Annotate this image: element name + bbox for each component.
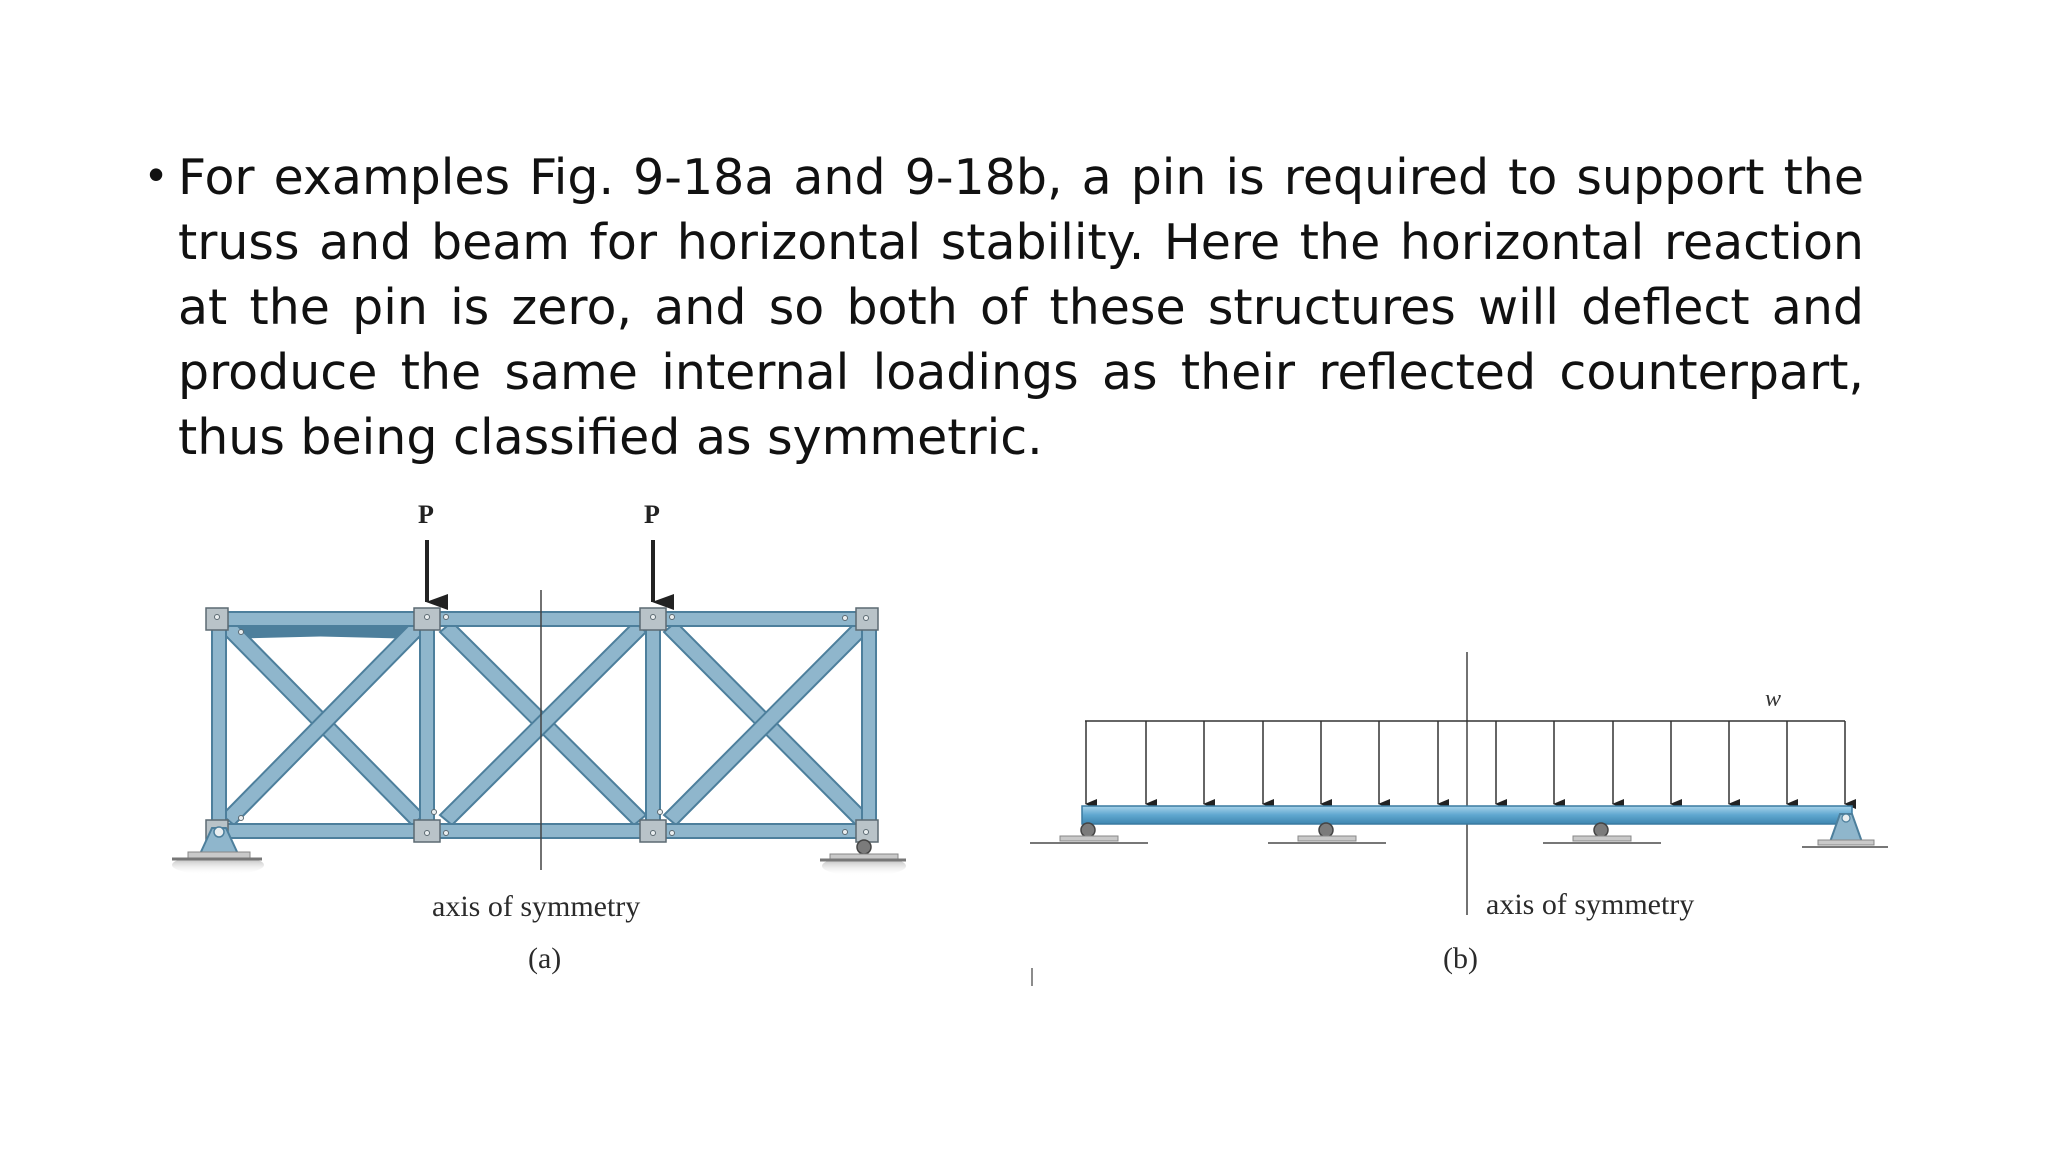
beam xyxy=(1082,806,1852,824)
roller-support-b2 xyxy=(1268,823,1386,843)
bullet-marker: • xyxy=(148,148,165,200)
load-label-w: w xyxy=(1765,686,1782,712)
beam-figure xyxy=(1030,652,1888,915)
distributed-load-arrows xyxy=(1086,721,1845,804)
load-label-p2: P xyxy=(644,500,660,529)
load-label-p1: P xyxy=(418,500,434,529)
roller-support-a xyxy=(820,840,906,876)
axis-label-a: axis of symmetry xyxy=(432,890,641,923)
roller-support-b1 xyxy=(1030,823,1148,843)
roller-support-b3 xyxy=(1543,823,1661,843)
body-text: For examples Fig. 9-18a and 9-18b, a pin is required to support the truss and beam for horizontal stability. Here the horizontal reaction at the pin is zero, and so both of these structures will deflect and produce the same internal loadings as their reflected counterpart, thus being classified as symmetric. xyxy=(178,149,1864,466)
axis-label-b: axis of symmetry xyxy=(1486,888,1695,921)
caption-b: (b) xyxy=(1443,942,1478,975)
caption-a: (a) xyxy=(528,942,562,975)
truss xyxy=(208,612,876,838)
